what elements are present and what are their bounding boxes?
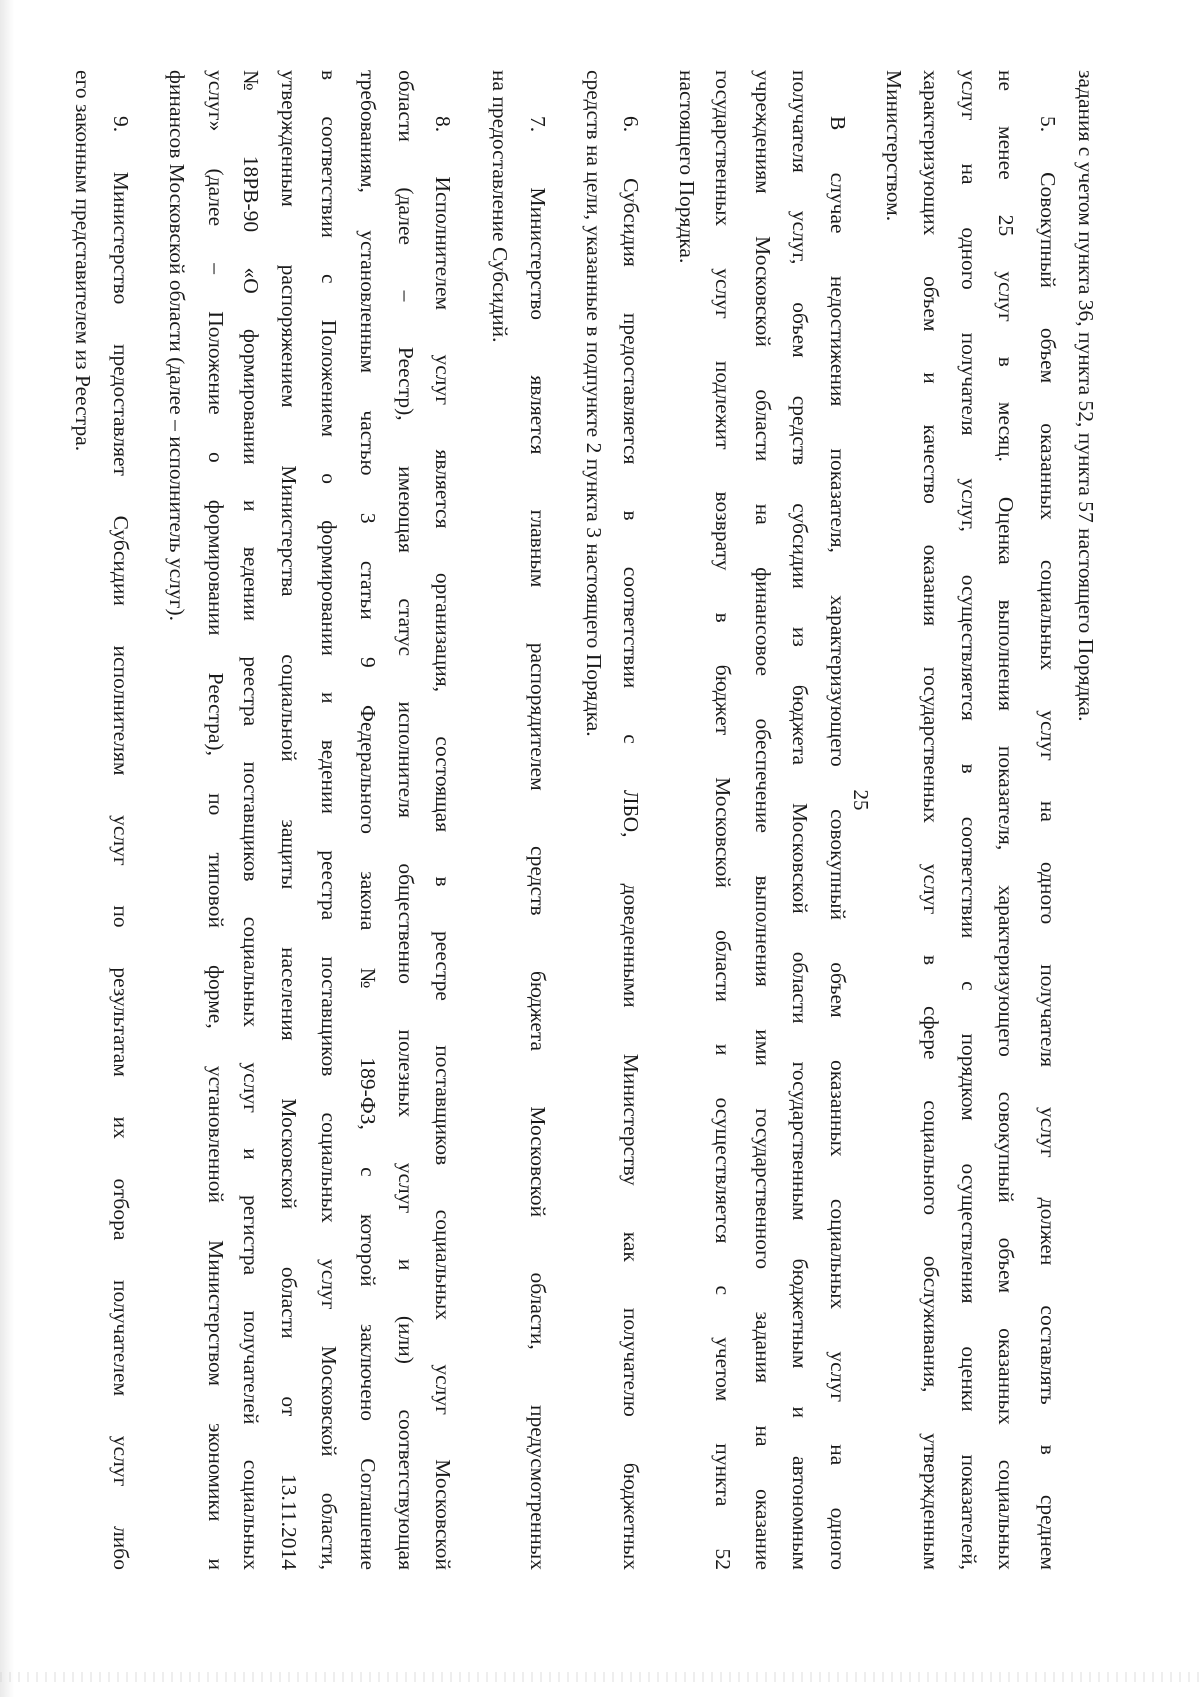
text-line: требованиям, установленным частью 3 статьи 9 Федерального закона № 189-ФЗ, с которой заключено Соглашение <box>356 70 380 1570</box>
text-line: на предоставление Субсидий. <box>488 70 512 343</box>
text-line: настоящего Порядка. <box>675 70 699 264</box>
text-line: финансов Московской области (далее – исполнитель услуг). <box>165 70 189 622</box>
scan-artifact-strip <box>0 1672 1200 1682</box>
text-line: получателя услуг, объем средств субсидии из бюджета Московской области государственным бюджетным и автономным <box>788 70 812 1570</box>
text-line: 6. Субсидия предоставляется в соответствии с ЛБО, доведенными Министерству как получателю бюджетных <box>619 116 643 1570</box>
text-line: 9. Министерство предоставляет Субсидии исполнителям услуг по результатам их отбора получателем услуг либо <box>109 116 133 1570</box>
text-line: услуг» (далее – Положение о формировании Реестра), по типовой форме, установленной Министерством экономики и <box>204 70 228 1570</box>
text-line: 8. Исполнителем услуг является организация, состоящая в реестре поставщиков социальных услуг Московской <box>431 116 455 1570</box>
rotated-document-page <box>71 70 1103 1570</box>
text-line: В случае недостижения показателя, характеризующего совокупный объем оказанных социальных услуг на одного <box>826 116 850 1570</box>
text-line: его законным представителем из Реестра. <box>71 70 95 452</box>
text-line: характеризующих объем и качество оказания государственных услуг в сфере социального обслуживания, утвержденным <box>919 70 943 1570</box>
text-line: 5. Совокупный объем оказанных социальных услуг на одного получателя услуг должен составлять в среднем <box>1036 116 1060 1570</box>
text-line: Министерством. <box>882 70 906 222</box>
text-line: утвержденным распоряжением Министерства социальной защиты населения Московской области от 13.11.2014 <box>277 70 301 1570</box>
page-number: 25 <box>849 789 873 811</box>
text-line: услуг на одного получателя услуг, осуществляется в соответствии с порядком осуществления оценки показателей, <box>957 70 981 1570</box>
text-line: средств на цели, указанные в подпункте 2 пункта 3 настоящего Порядка. <box>582 70 606 737</box>
text-line: государственных услуг подлежит возврату в бюджет Московской области и осуществляется с учетом пункта 52 <box>711 70 735 1570</box>
text-line: 7. Министерство является главным распорядителем средств бюджета Московской области, предусмотренных <box>526 116 550 1570</box>
text-line: № 18РВ-90 «О формировании и ведении реестра поставщиков социальных услуг и регистра получателей социальных <box>239 70 263 1570</box>
scan-edge-shadow <box>0 0 14 1697</box>
text-line: не менее 25 услуг в месяц. Оценка выполнения показателя, характеризующего совокупный объем оказанных социальных <box>994 70 1018 1570</box>
text-line: учреждениям Московской области на финансовое обеспечение выполнения ими государственного задания на оказание <box>751 70 775 1570</box>
text-line: в соответствии с Положением о формировании и ведении реестра поставщиков социальных услуг Московской области, <box>317 70 341 1570</box>
text-line: задания с учетом пункта 36, пункта 52, пункта 57 настоящего Порядка. <box>1074 70 1098 722</box>
text-line: области (далее – Реестр), имеющая статус исполнителя общественно полезных услуг и (или) соответствующая <box>394 70 418 1570</box>
